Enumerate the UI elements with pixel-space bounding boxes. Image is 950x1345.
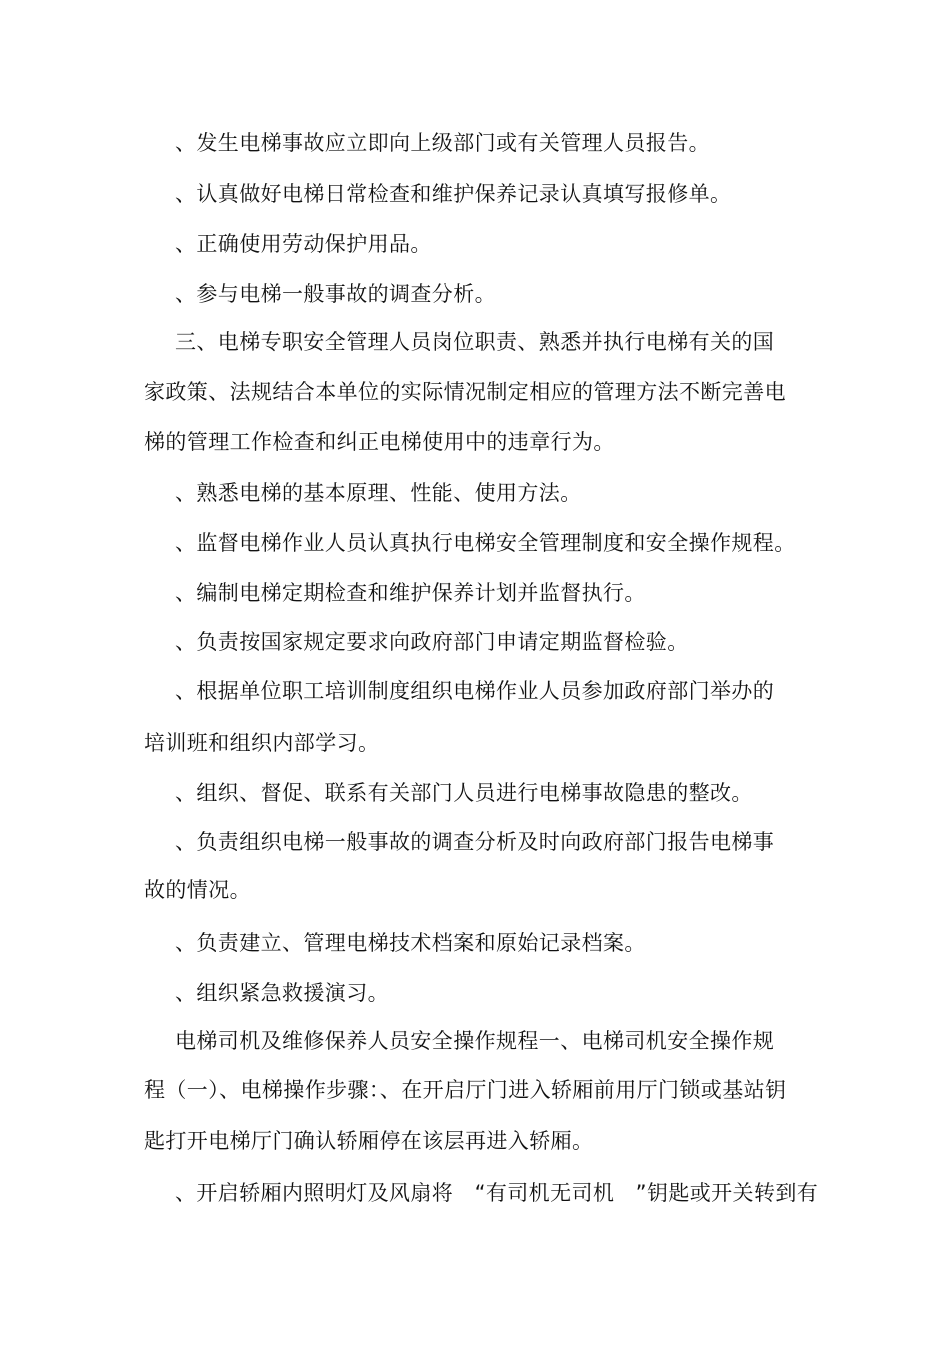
paragraph-line: 、开启轿厢内照明灯及风扇将 “有司机无司机 ”钥匙或开关转到有 bbox=[175, 1181, 819, 1205]
paragraph-line: 、组织紧急救援演习。 bbox=[175, 981, 389, 1005]
paragraph-line: 程（一）、电梯操作步骤：、在开启厅门进入轿厢前用厅门锁或基站钥 bbox=[144, 1078, 787, 1102]
paragraph-line: 、监督电梯作业人员认真执行电梯安全管理制度和安全操作规程。 bbox=[175, 531, 796, 555]
paragraph-line: 家政策、法规结合本单位的实际情况制定相应的管理方法不断完善电 bbox=[144, 380, 786, 404]
section-heading-line: 电梯司机及维修保养人员安全操作规程一、电梯司机安全操作规 bbox=[175, 1029, 775, 1053]
paragraph-line: 、组织、督促、联系有关部门人员进行电梯事故隐患的整改。 bbox=[175, 781, 753, 805]
paragraph-line: 梯的管理工作检查和纠正电梯使用中的违章行为。 bbox=[144, 430, 615, 454]
paragraph-line: 、发生电梯事故应立即向上级部门或有关管理人员报告。 bbox=[175, 131, 710, 155]
paragraph-line: 、正确使用劳动保护用品。 bbox=[175, 232, 432, 256]
paragraph-line: 匙打开电梯厅门确认轿厢停在该层再进入轿厢。 bbox=[144, 1129, 594, 1153]
paragraph-line: 、认真做好电梯日常检查和维护保养记录认真填写报修单。 bbox=[175, 182, 732, 206]
paragraph-line: 、根据单位职工培训制度组织电梯作业人员参加政府部门举办的 bbox=[175, 679, 775, 703]
paragraph-line: 、熟悉电梯的基本原理、性能、使用方法。 bbox=[175, 481, 582, 505]
paragraph-line: 、参与电梯一般事故的调查分析。 bbox=[175, 282, 496, 306]
paragraph-line: 、负责建立、管理电梯技术档案和原始记录档案。 bbox=[175, 931, 646, 955]
section-heading-line: 三、电梯专职安全管理人员岗位职责、熟悉并执行电梯有关的国 bbox=[175, 330, 775, 354]
paragraph-line: 、负责按国家规定要求向政府部门申请定期监督检验。 bbox=[175, 630, 689, 654]
paragraph-line: 培训班和组织内部学习。 bbox=[144, 731, 380, 755]
paragraph-line: 、编制电梯定期检查和维护保养计划并监督执行。 bbox=[175, 581, 646, 605]
paragraph-line: 故的情况。 bbox=[144, 878, 251, 902]
paragraph-line: 、负责组织电梯一般事故的调查分析及时向政府部门报告电梯事 bbox=[175, 830, 775, 854]
